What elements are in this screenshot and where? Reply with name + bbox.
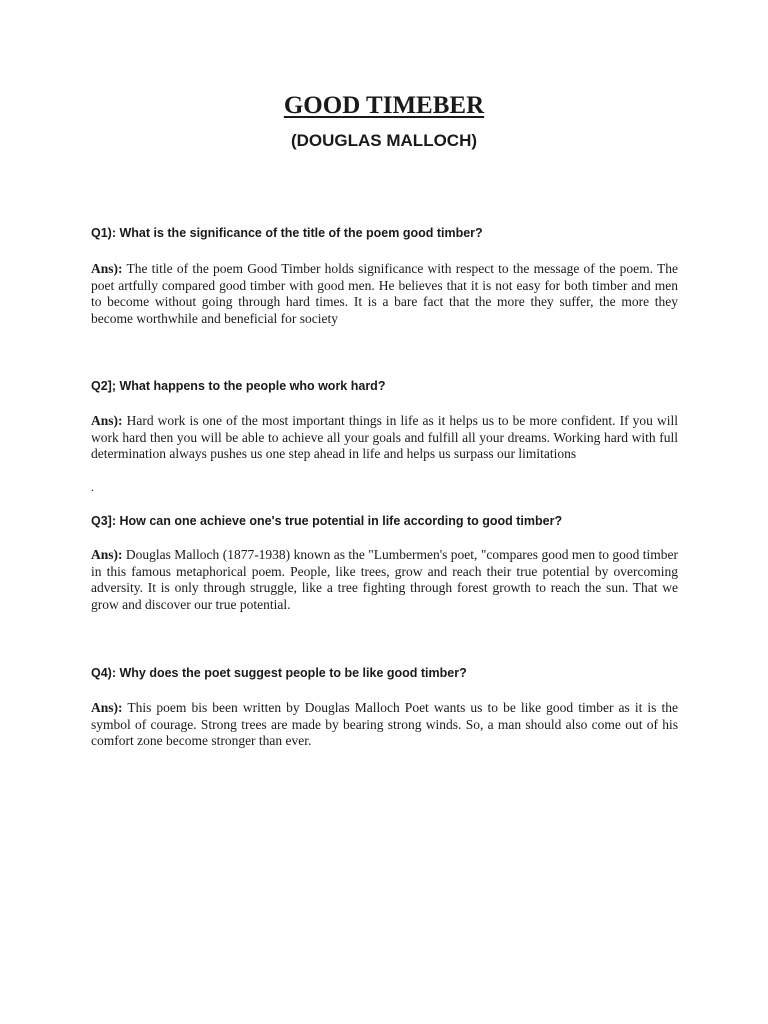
answer-4 [91,700,678,750]
answer-label: Ans): [91,700,123,715]
stray-mark: . [91,480,94,494]
question-1: Q1): What is the significance of the title of the poem good timber? [91,226,483,240]
question-2: Q2]; What happens to the people who work hard? [91,379,386,393]
answer-1 [91,261,678,327]
answer-text: This poem bis been written by Douglas Malloch Poet wants us to be like good timber as it is the symbol of courage. Strong trees are made by bearing strong winds. So, a man should also come out of his comfort zone become stronger than ever. [91,700,678,748]
question-3: Q3]: How can one achieve one's true potential in life according to good timber? [91,514,563,528]
answer-label: Ans): [91,261,123,276]
answer-text: The title of the poem Good Timber holds significance with respect to the message of the poem. The poet artfully compared good timber with good men. He believes that it is not easy for both timber and men to become without going through hard times. It is a bare fact that the more they suffer, the more they become worthwhile and beneficial for society [91,261,678,326]
document-subtitle: (DOUGLAS MALLOCH) [290,131,478,150]
answer-label: Ans): [91,413,123,428]
answer-3 [91,547,678,613]
question-4: Q4): Why does the poet suggest people to be like good timber? [91,666,467,680]
answer-text: Douglas Malloch (1877-1938) known as the "Lumbermen's poet, "compares good men to good timber in this famous metaphorical poem. People, like trees, grow and reach their true potential by overcoming adversity. It is only through struggle, like a tree fighting through forest growth to reach the sun. That we grow and discover our true potential. [91,547,678,612]
answer-text: Hard work is one of the most important things in life as it helps us to be more confident. If you will work hard then you will be able to achieve all your goals and fulfill all your dreams. Working hard with full determination always pushes us one step ahead in life and helps us surpass our limitations [91,413,678,461]
answer-2 [91,413,678,463]
answer-label: Ans): [91,547,123,562]
document-title: GOOD TIMEBER [283,92,485,119]
